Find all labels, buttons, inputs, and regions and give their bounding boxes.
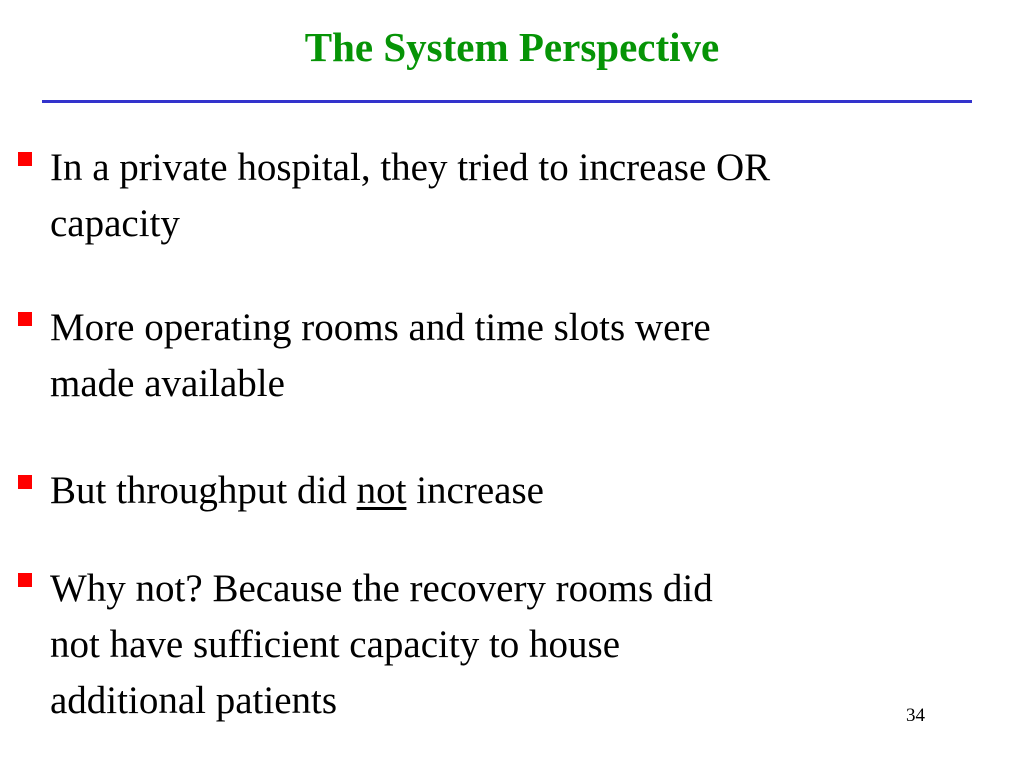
- bullet-text-before: But throughput did: [50, 469, 357, 512]
- page-number: 34: [906, 705, 925, 726]
- bullet-text: [50, 561, 1010, 729]
- bullet-line: Why not? Because the recovery rooms did: [50, 567, 713, 610]
- slide-title: The System Perspective: [304, 24, 720, 70]
- bullet-text: [50, 463, 1010, 519]
- bullet-line: More operating rooms and time slots were: [50, 306, 711, 349]
- bullet-line: capacity: [50, 202, 180, 245]
- bullet-line: not have sufficient capacity to house: [50, 623, 621, 666]
- bullet-text: [50, 140, 1010, 252]
- title-divider: [42, 100, 972, 103]
- bullet-line: made available: [50, 362, 285, 405]
- bullet-line: [50, 463, 1010, 519]
- square-bullet-icon: [18, 152, 32, 166]
- bullet-line: In a private hospital, they tried to increase OR: [50, 146, 771, 189]
- bullet-line: additional patients: [50, 679, 338, 722]
- square-bullet-icon: [18, 312, 32, 326]
- bullet-text-after: increase: [406, 469, 544, 512]
- bullet-text: [50, 300, 1010, 412]
- square-bullet-icon: [18, 573, 32, 587]
- square-bullet-icon: [18, 475, 32, 489]
- underlined-emphasis: not: [356, 469, 407, 512]
